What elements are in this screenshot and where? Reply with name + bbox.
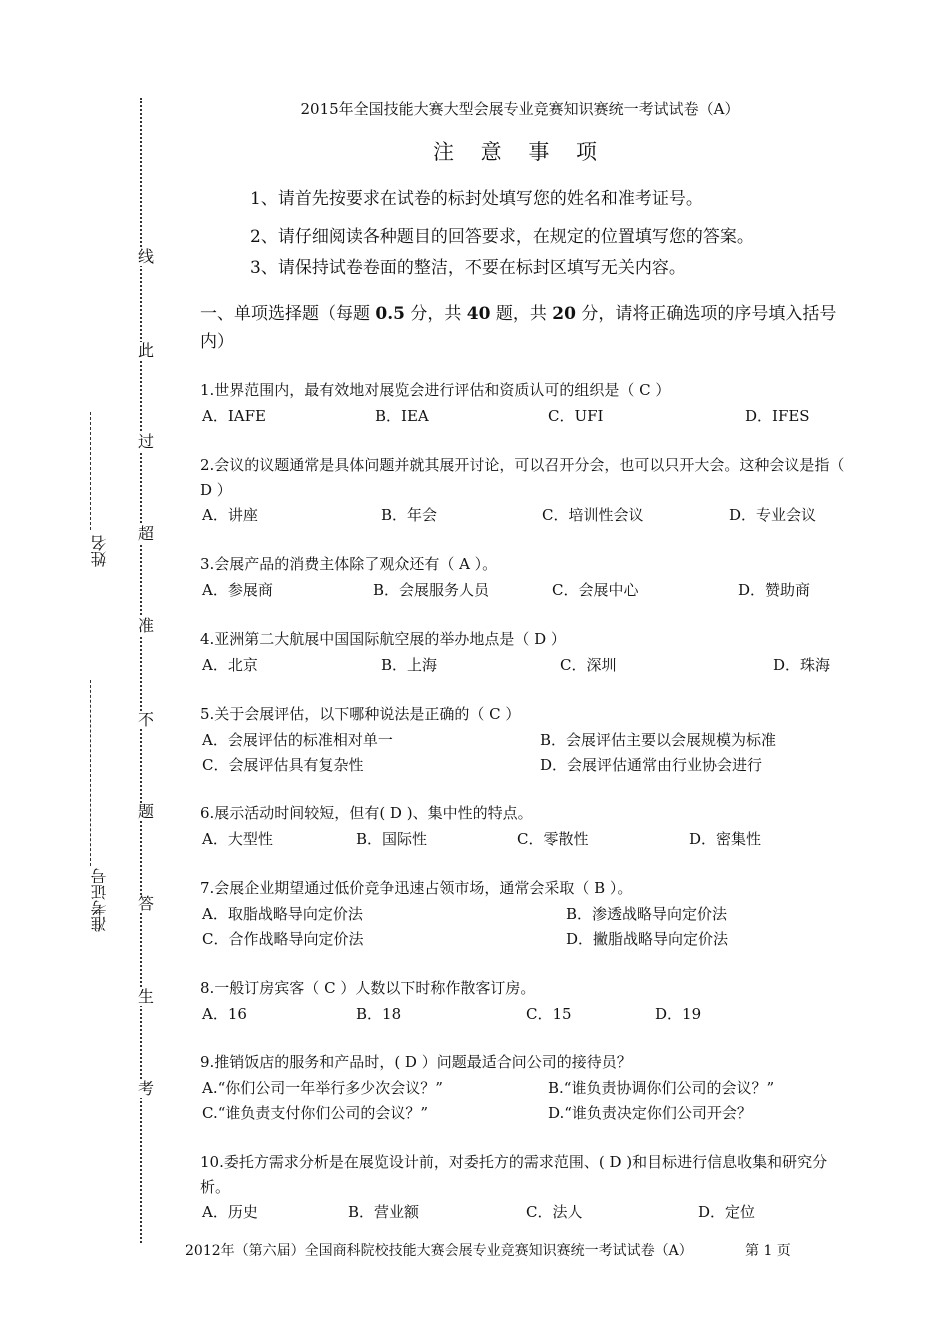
option[interactable]: B．会展服务人员: [373, 581, 490, 599]
option[interactable]: A．历史: [202, 1203, 258, 1221]
id-fill-line[interactable]: [90, 680, 92, 866]
id-label: 准考证号: [90, 868, 109, 932]
seal-char: 答: [137, 894, 154, 913]
option[interactable]: B．18: [356, 1005, 402, 1023]
notice-item: 2、请仔细阅读各种题目的回答要求，在规定的位置填写您的答案。: [250, 227, 754, 247]
question-stem: 4.亚洲第二大航展中国国际航空展的举办地点是（ D ）: [200, 630, 566, 648]
seal-char: 过: [137, 432, 154, 451]
seal-dotted-line: [140, 98, 142, 1243]
option[interactable]: A．16: [202, 1005, 247, 1023]
notice-title: 注 意 事 项: [432, 140, 608, 164]
option[interactable]: C．零散性: [517, 830, 589, 848]
option[interactable]: C．法人: [526, 1203, 583, 1221]
option[interactable]: D．密集性: [689, 830, 762, 848]
seal-char: 生: [137, 987, 154, 1006]
option[interactable]: A.“你们公司一年举行多少次会议？”: [202, 1079, 443, 1097]
option[interactable]: B．渗透战略导向定价法: [566, 905, 728, 923]
question-stem: 1.世界范围内，最有效地对展览会进行评估和资质认可的组织是（ C ）: [200, 381, 671, 399]
option[interactable]: A．参展商: [202, 581, 273, 599]
question-stem: 7.会展企业期望通过低价竞争迅速占领市场，通常会采取（ B ）。: [200, 879, 633, 897]
seal-char: 此: [137, 341, 154, 360]
option[interactable]: A．北京: [202, 656, 258, 674]
notice-item: 1、请首先按要求在试卷的标封处填写您的姓名和准考证号。: [250, 189, 703, 209]
option[interactable]: A．取脂战略导向定价法: [202, 905, 363, 923]
section-heading: 一、单项选择题（每题 0.5 分，共 40 题，共 20 分，请将正确选项的序号填入括号内）: [200, 304, 837, 352]
question-stem: 10.委托方需求分析是在展览设计前，对委托方的需求范围、( D )和目标进行信息收集和研究分析。: [200, 1153, 828, 1196]
option[interactable]: D．定位: [698, 1203, 756, 1221]
question-stem: 9.推销饭店的服务和产品时，( D ）问题最适合问公司的接待员？: [200, 1053, 632, 1071]
option[interactable]: C.“谁负责支付你们公司的会议？”: [202, 1104, 429, 1122]
page-number: 第 1 页: [745, 1243, 791, 1259]
option[interactable]: C．15: [526, 1005, 572, 1023]
option[interactable]: A．讲座: [202, 506, 258, 524]
option[interactable]: A．IAFE: [202, 407, 266, 425]
option[interactable]: D．19: [655, 1005, 702, 1023]
option[interactable]: B．年会: [381, 506, 438, 524]
option[interactable]: B．上海: [381, 656, 438, 674]
seal-char: 不: [137, 710, 154, 729]
option[interactable]: D.“谁负责决定你们公司开会？: [548, 1104, 752, 1122]
option[interactable]: D．撇脂战略导向定价法: [566, 930, 729, 948]
option[interactable]: C．会展中心: [552, 581, 639, 599]
option[interactable]: C．培训性会议: [542, 506, 644, 524]
option[interactable]: D．珠海: [773, 656, 831, 674]
name-label: 姓名: [90, 535, 109, 567]
option[interactable]: C．深圳: [560, 656, 617, 674]
option[interactable]: D．会展评估通常由行业协会进行: [540, 756, 763, 774]
option[interactable]: B．国际性: [356, 830, 428, 848]
exam-title: 2015年全国技能大赛大型会展专业竞赛知识赛统一考试试卷（A）: [300, 100, 740, 118]
question-stem: 5.关于会展评估，以下哪种说法是正确的（ C ）: [200, 705, 521, 723]
option[interactable]: B．会展评估主要以会展规模为标准: [540, 731, 777, 749]
option[interactable]: D．专业会议: [729, 506, 817, 524]
question-stem: 2.会议的议题通常是具体问题并就其展开讨论，可以召开分会，也可以只开大会。这种会议是指（ D ）: [200, 456, 845, 499]
option[interactable]: C．会展评估具有复杂性: [202, 756, 364, 774]
seal-char: 超: [137, 524, 154, 543]
question-stem: 3.会展产品的消费主体除了观众还有（ A ）。: [200, 555, 498, 573]
seal-char: 准: [137, 616, 154, 635]
option[interactable]: D．赞助商: [738, 581, 811, 599]
question-stem: 8.一般订房宾客（ C ）人数以下时称作散客订房。: [200, 979, 536, 997]
notice-item: 3、请保持试卷卷面的整洁，不要在标封区填写无关内容。: [250, 258, 686, 278]
name-fill-line[interactable]: [90, 412, 92, 530]
option[interactable]: A．会展评估的标准相对单一: [202, 731, 393, 749]
seal-char: 考: [137, 1079, 154, 1098]
option[interactable]: B．营业额: [348, 1203, 420, 1221]
question-stem: 6.展示活动时间较短，但有( D )、集中性的特点。: [200, 804, 533, 822]
option[interactable]: A．大型性: [202, 830, 273, 848]
option[interactable]: C．UFI: [548, 407, 604, 425]
option[interactable]: C．合作战略导向定价法: [202, 930, 364, 948]
option[interactable]: B．IEA: [375, 407, 429, 425]
seal-char: 线: [137, 247, 154, 266]
option[interactable]: B.“谁负责协调你们公司的会议？”: [548, 1079, 775, 1097]
page-footer: 2012年（第六届）全国商科院校技能大赛会展专业竞赛知识赛统一考试试卷（A）: [185, 1243, 693, 1259]
seal-char: 题: [137, 802, 154, 821]
option[interactable]: D．IFES: [745, 407, 810, 425]
